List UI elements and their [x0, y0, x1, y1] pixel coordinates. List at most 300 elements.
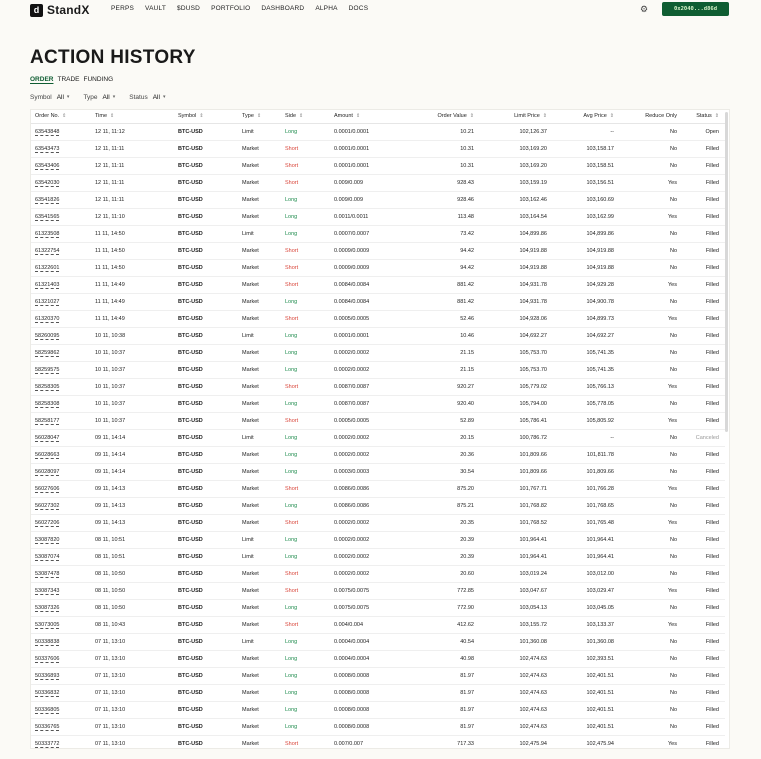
cell-type — [242, 735, 285, 749]
cell-status — [677, 667, 725, 684]
cell-time — [95, 599, 178, 616]
table-row — [31, 140, 725, 157]
sort-icon[interactable]: ⇕ — [62, 113, 67, 120]
cell-text: Short — [285, 281, 299, 288]
sort-icon[interactable]: ⇕ — [355, 113, 361, 120]
cell-text: Long — [285, 638, 298, 645]
cell-order-no[interactable] — [31, 276, 95, 293]
cell-text: 20.36 — [460, 451, 474, 458]
tab-trade[interactable]: TRADE — [57, 76, 80, 83]
cell-text: 0.0084/0.0084 — [334, 281, 370, 288]
cell-text: Filled — [705, 468, 719, 475]
cell-order-no[interactable] — [31, 429, 95, 446]
cell-amount — [334, 531, 407, 548]
cell-symbol — [178, 701, 242, 718]
table-row — [31, 616, 725, 633]
cell-amount — [334, 667, 407, 684]
cell-text: 11 11, 14:50 — [95, 264, 125, 271]
cell-text: Short — [285, 179, 299, 186]
cell-status — [677, 480, 725, 497]
chevron-down-icon: ▾ — [112, 94, 116, 100]
nav-item-alpha[interactable]: ALPHA — [315, 5, 338, 12]
cell-order-no[interactable] — [31, 531, 95, 548]
order-number-link[interactable]: 56027302 — [35, 502, 60, 509]
cell-type — [242, 582, 285, 599]
cell-order-no[interactable] — [31, 565, 95, 582]
order-number-link[interactable]: 53087820 — [35, 536, 60, 543]
cell-text: 104,899.86 — [586, 230, 614, 237]
cell-text: 103,169.20 — [519, 145, 547, 152]
cell-symbol — [178, 310, 242, 327]
cell-text: Market — [242, 689, 259, 696]
cell-order-no[interactable] — [31, 140, 95, 157]
brand-logo[interactable] — [30, 3, 90, 17]
order-number-link[interactable]: 56028097 — [35, 468, 60, 475]
cell-text: Filled — [705, 604, 719, 611]
cell-text: No — [669, 536, 677, 543]
order-number-link[interactable]: 63542030 — [35, 179, 60, 186]
cell-reduce-only — [614, 412, 677, 429]
cell-side — [285, 378, 334, 395]
sort-icon[interactable]: ⇕ — [542, 113, 547, 120]
cell-text: No — [669, 434, 677, 441]
table-scrollbar[interactable] — [725, 112, 728, 432]
cell-type — [242, 616, 285, 633]
cell-avg-price — [547, 480, 614, 497]
order-number-link[interactable]: 58258177 — [35, 417, 60, 424]
cell-text: Short — [285, 740, 299, 747]
cell-text: Filled — [705, 281, 719, 288]
main-nav — [111, 5, 379, 12]
cell-text: Limit — [242, 434, 254, 441]
cell-reduce-only — [614, 191, 677, 208]
cell-status — [677, 446, 725, 463]
cell-text: 101,809.66 — [519, 468, 547, 475]
order-number-link[interactable]: 56028047 — [35, 434, 60, 441]
order-number-link[interactable]: 63543406 — [35, 162, 60, 169]
cell-text: 101,811.78 — [586, 451, 614, 458]
cell-reduce-only — [614, 497, 677, 514]
cell-order-no[interactable] — [31, 633, 95, 650]
page-title: ACTION HISTORY — [30, 47, 196, 68]
cell-symbol — [178, 463, 242, 480]
cell-order-no[interactable] — [31, 548, 95, 565]
order-number-link[interactable]: 61321403 — [35, 281, 60, 288]
cell-text: 81.97 — [460, 672, 474, 679]
sort-icon[interactable]: ⇕ — [256, 113, 262, 120]
table-row — [31, 225, 725, 242]
cell-order-value — [407, 157, 474, 174]
order-number-link[interactable]: 53087343 — [35, 587, 60, 594]
wallet-address-button[interactable]: 0x2040...d86d — [662, 2, 729, 16]
chevron-down-icon: ▾ — [162, 94, 166, 100]
column-header-time[interactable] — [95, 110, 178, 123]
cell-limit-price — [474, 242, 547, 259]
nav-item-vault[interactable]: VAULT — [145, 5, 167, 12]
order-number-link[interactable]: 50333772 — [35, 740, 60, 747]
cell-limit-price — [474, 446, 547, 463]
cell-text: No — [669, 672, 677, 679]
column-header-amount[interactable] — [334, 110, 407, 123]
table-row — [31, 429, 725, 446]
cell-type — [242, 276, 285, 293]
cell-text: 0.0008/0.0008 — [334, 706, 370, 713]
cell-symbol — [178, 548, 242, 565]
cell-text: 103,155.72 — [519, 621, 547, 628]
cell-text: 09 11, 14:14 — [95, 451, 126, 458]
cell-text: Short — [285, 247, 299, 254]
cell-reduce-only — [614, 361, 677, 378]
cell-type — [242, 140, 285, 157]
order-number-link[interactable]: 58260095 — [35, 332, 60, 339]
type-filter[interactable] — [83, 94, 115, 101]
cell-avg-price — [547, 497, 614, 514]
tab-order[interactable]: ORDER — [30, 76, 54, 83]
cell-order-value — [407, 259, 474, 276]
order-number-link[interactable]: 63541826 — [35, 196, 60, 203]
cell-text: BTC-USD — [178, 502, 203, 509]
cell-text: 920.27 — [457, 383, 474, 390]
cell-status — [677, 582, 725, 599]
cell-order-no[interactable] — [31, 463, 95, 480]
cell-order-no[interactable] — [31, 582, 95, 599]
cell-type — [242, 293, 285, 310]
top-navigation — [0, 0, 761, 20]
cell-text: 12 11, 11:10 — [95, 213, 125, 220]
cell-text: Long — [285, 128, 298, 135]
cell-amount — [334, 633, 407, 650]
nav-item-docs[interactable]: DOCS — [348, 5, 369, 12]
table-row — [31, 565, 725, 582]
cell-order-no[interactable] — [31, 225, 95, 242]
cell-avg-price — [547, 701, 614, 718]
order-number-link[interactable]: 50336765 — [35, 723, 60, 730]
cell-text: Market — [242, 213, 259, 220]
cell-order-no[interactable] — [31, 259, 95, 276]
cell-order-no[interactable] — [31, 174, 95, 191]
cell-reduce-only — [614, 667, 677, 684]
nav-item-perps[interactable]: PERPS — [111, 5, 135, 12]
column-label: Amount — [334, 113, 353, 120]
cell-order-no[interactable] — [31, 378, 95, 395]
cell-text: 104,899.86 — [519, 230, 547, 237]
cell-order-value — [407, 344, 474, 361]
cell-amount — [334, 310, 407, 327]
order-number-link[interactable]: 53087326 — [35, 604, 60, 611]
nav-item-portfolio[interactable]: PORTFOLIO — [211, 5, 251, 12]
cell-symbol — [178, 582, 242, 599]
order-number-link[interactable]: 61321027 — [35, 298, 60, 305]
cell-order-no[interactable] — [31, 480, 95, 497]
cell-limit-price — [474, 735, 547, 749]
cell-avg-price — [547, 463, 614, 480]
cell-text: 104,919.88 — [519, 247, 547, 254]
cell-reduce-only — [614, 531, 677, 548]
order-number-link[interactable]: 50336805 — [35, 706, 60, 713]
cell-order-no[interactable] — [31, 735, 95, 749]
cell-order-no[interactable] — [31, 599, 95, 616]
column-header-status[interactable] — [677, 110, 725, 123]
cell-time — [95, 276, 178, 293]
cell-reduce-only — [614, 259, 677, 276]
cell-order-no[interactable] — [31, 667, 95, 684]
order-number-link[interactable]: 50337606 — [35, 655, 60, 662]
cell-text: 0.0087/0.0087 — [334, 400, 370, 407]
cell-type — [242, 157, 285, 174]
cell-text: 20.39 — [460, 553, 474, 560]
cell-avg-price — [547, 718, 614, 735]
cell-symbol — [178, 395, 242, 412]
sort-icon[interactable]: ⇕ — [714, 113, 719, 120]
cell-text: 717.33 — [457, 740, 474, 747]
cell-status — [677, 684, 725, 701]
cell-symbol — [178, 259, 242, 276]
cell-order-no[interactable] — [31, 344, 95, 361]
table-row — [31, 123, 725, 140]
cell-order-no[interactable] — [31, 208, 95, 225]
cell-symbol — [178, 565, 242, 582]
column-header-symbol[interactable] — [178, 110, 242, 123]
order-number-link[interactable]: 50336893 — [35, 672, 60, 679]
cell-amount — [334, 157, 407, 174]
cell-text: 104,929.28 — [586, 281, 614, 288]
nav-item-dusd[interactable]: $DUSD — [177, 5, 201, 12]
tab-funding[interactable]: FUNDING — [83, 76, 114, 83]
cell-text: Filled — [705, 519, 719, 526]
sort-icon[interactable]: ⇕ — [609, 113, 614, 120]
sort-icon[interactable]: ⇕ — [199, 113, 204, 120]
sort-icon[interactable]: ⇕ — [110, 113, 115, 120]
cell-text: 11 11, 14:50 — [95, 230, 125, 237]
cell-type — [242, 378, 285, 395]
cell-order-no[interactable] — [31, 701, 95, 718]
cell-order-value — [407, 191, 474, 208]
cell-type — [242, 395, 285, 412]
order-number-link[interactable]: 56027206 — [35, 519, 60, 526]
cell-order-no[interactable] — [31, 242, 95, 259]
cell-text: 0.0002/0.0002 — [334, 451, 370, 458]
cell-time — [95, 497, 178, 514]
cell-order-value — [407, 718, 474, 735]
cell-time — [95, 735, 178, 749]
cell-order-value — [407, 276, 474, 293]
cell-text: BTC-USD — [178, 264, 203, 271]
cell-text: Limit — [242, 332, 254, 339]
cell-text: Long — [285, 400, 298, 407]
cell-text: 07 11, 13:10 — [95, 706, 126, 713]
cell-time — [95, 259, 178, 276]
cell-status — [677, 225, 725, 242]
cell-symbol — [178, 327, 242, 344]
cell-order-no[interactable] — [31, 123, 95, 140]
cell-limit-price — [474, 701, 547, 718]
cell-text: BTC-USD — [178, 570, 203, 577]
cell-text: No — [669, 264, 677, 271]
status-filter[interactable] — [129, 94, 165, 101]
cell-text: Long — [285, 332, 298, 339]
cell-text: 928.43 — [457, 179, 474, 186]
column-header-reduce-only[interactable] — [614, 110, 677, 123]
cell-avg-price — [547, 276, 614, 293]
cell-type — [242, 480, 285, 497]
cell-symbol — [178, 718, 242, 735]
order-number-link[interactable]: 53073005 — [35, 621, 60, 628]
cell-order-no[interactable] — [31, 718, 95, 735]
order-number-link[interactable]: 50338838 — [35, 638, 60, 645]
cell-amount — [334, 174, 407, 191]
cell-text: 101,809.66 — [586, 468, 614, 475]
order-number-link[interactable]: 50336832 — [35, 689, 60, 696]
cell-time — [95, 174, 178, 191]
table-row — [31, 327, 725, 344]
cell-order-no[interactable] — [31, 497, 95, 514]
column-header-order-value[interactable] — [407, 110, 474, 123]
column-header-side[interactable] — [285, 110, 334, 123]
sort-icon[interactable]: ⇕ — [469, 113, 474, 120]
cell-text: 0.004/0.004 — [334, 621, 364, 628]
cell-status — [677, 497, 725, 514]
cell-order-no[interactable] — [31, 514, 95, 531]
cell-text: BTC-USD — [178, 485, 203, 492]
cell-text: 103,047.67 — [519, 587, 547, 594]
order-number-link[interactable]: 56028663 — [35, 451, 60, 458]
cell-avg-price — [547, 361, 614, 378]
cell-limit-price — [474, 225, 547, 242]
cell-symbol — [178, 531, 242, 548]
cell-reduce-only — [614, 565, 677, 582]
cell-text: 73.42 — [460, 230, 474, 237]
cell-order-no[interactable] — [31, 650, 95, 667]
order-number-link[interactable]: 61323508 — [35, 230, 60, 237]
symbol-filter[interactable] — [30, 94, 69, 101]
cell-order-no[interactable] — [31, 327, 95, 344]
order-number-link[interactable]: 53087074 — [35, 553, 60, 560]
cell-text: No — [669, 689, 677, 696]
cell-amount — [334, 565, 407, 582]
cell-time — [95, 327, 178, 344]
cell-order-no[interactable] — [31, 684, 95, 701]
cell-text: No — [669, 400, 677, 407]
column-header-order-no[interactable] — [31, 110, 95, 123]
cell-text: 81.97 — [460, 689, 474, 696]
cell-reduce-only — [614, 276, 677, 293]
cell-text: 103,160.69 — [586, 196, 614, 203]
cell-text: Long — [285, 366, 298, 373]
order-number-link[interactable]: 63543848 — [35, 128, 60, 135]
table-row — [31, 208, 725, 225]
cell-order-no[interactable] — [31, 191, 95, 208]
cell-amount — [334, 395, 407, 412]
cell-reduce-only — [614, 548, 677, 565]
cell-text: 0.0084/0.0084 — [334, 298, 370, 305]
order-number-link[interactable]: 56027606 — [35, 485, 60, 492]
cell-text: Yes — [668, 519, 677, 526]
cell-type — [242, 327, 285, 344]
cell-time — [95, 684, 178, 701]
cell-status — [677, 174, 725, 191]
sort-icon[interactable]: ⇕ — [299, 113, 304, 120]
order-number-link[interactable]: 58258308 — [35, 400, 60, 407]
cell-order-no[interactable] — [31, 412, 95, 429]
cell-text: Filled — [705, 536, 719, 543]
cell-text: Filled — [705, 621, 719, 628]
cell-text: 10.46 — [460, 332, 474, 339]
cell-order-no[interactable] — [31, 616, 95, 633]
cell-amount — [334, 446, 407, 463]
order-number-link[interactable]: 58259575 — [35, 366, 60, 373]
cell-time — [95, 310, 178, 327]
cell-order-no[interactable] — [31, 293, 95, 310]
cell-status — [677, 378, 725, 395]
column-header-avg-price[interactable] — [547, 110, 614, 123]
order-number-link[interactable]: 61322601 — [35, 264, 60, 271]
cell-order-no[interactable] — [31, 395, 95, 412]
cell-symbol — [178, 157, 242, 174]
cell-text: 102,474.63 — [519, 706, 547, 713]
order-number-link[interactable]: 63543473 — [35, 145, 60, 152]
cell-text: 09 11, 14:14 — [95, 468, 126, 475]
cell-text: BTC-USD — [178, 281, 203, 288]
cell-order-no[interactable] — [31, 446, 95, 463]
cell-side — [285, 684, 334, 701]
cell-text: Filled — [705, 196, 719, 203]
cell-text: 0.0003/0.0003 — [334, 468, 370, 475]
cell-order-no[interactable] — [31, 361, 95, 378]
cell-text: 101,964.41 — [586, 536, 614, 543]
cell-order-no[interactable] — [31, 157, 95, 174]
cell-text: 07 11, 13:10 — [95, 638, 126, 645]
cell-text: 0.0005/0.0005 — [334, 315, 370, 322]
cell-order-no[interactable] — [31, 310, 95, 327]
cell-text: Filled — [705, 638, 719, 645]
cell-status — [677, 123, 725, 140]
cell-text: No — [669, 638, 677, 645]
cell-type — [242, 344, 285, 361]
cell-text: 08 11, 10:50 — [95, 587, 126, 594]
order-number-link[interactable]: 61320370 — [35, 315, 60, 322]
cell-text: 104,928.06 — [519, 315, 547, 322]
cell-avg-price — [547, 548, 614, 565]
cell-text: Filled — [705, 689, 719, 696]
nav-item-dashboard[interactable]: DASHBOARD — [261, 5, 305, 12]
column-header-limit-price[interactable] — [474, 110, 547, 123]
cell-text: 10.31 — [460, 162, 474, 169]
cell-side — [285, 582, 334, 599]
settings-icon[interactable]: ⚙ — [640, 4, 649, 14]
cell-text: 40.98 — [460, 655, 474, 662]
order-history-table — [30, 109, 730, 749]
cell-text: BTC-USD — [178, 315, 203, 322]
cell-text: BTC-USD — [178, 179, 203, 186]
order-number-link[interactable]: 58259862 — [35, 349, 60, 356]
cell-side — [285, 463, 334, 480]
order-number-link[interactable]: 61322754 — [35, 247, 60, 254]
cell-text: 12 11, 11:11 — [95, 145, 125, 152]
cell-text: 104,919.88 — [519, 264, 547, 271]
order-number-link[interactable]: 58258305 — [35, 383, 60, 390]
order-number-link[interactable]: 63541565 — [35, 213, 60, 220]
cell-type — [242, 718, 285, 735]
cell-text: 20.15 — [460, 434, 474, 441]
cell-text: Market — [242, 587, 259, 594]
cell-order-value — [407, 650, 474, 667]
cell-avg-price — [547, 684, 614, 701]
order-number-link[interactable]: 53087478 — [35, 570, 60, 577]
cell-side — [285, 327, 334, 344]
column-label: Type — [242, 113, 254, 120]
cell-text: BTC-USD — [178, 196, 203, 203]
column-header-type[interactable] — [242, 110, 285, 123]
